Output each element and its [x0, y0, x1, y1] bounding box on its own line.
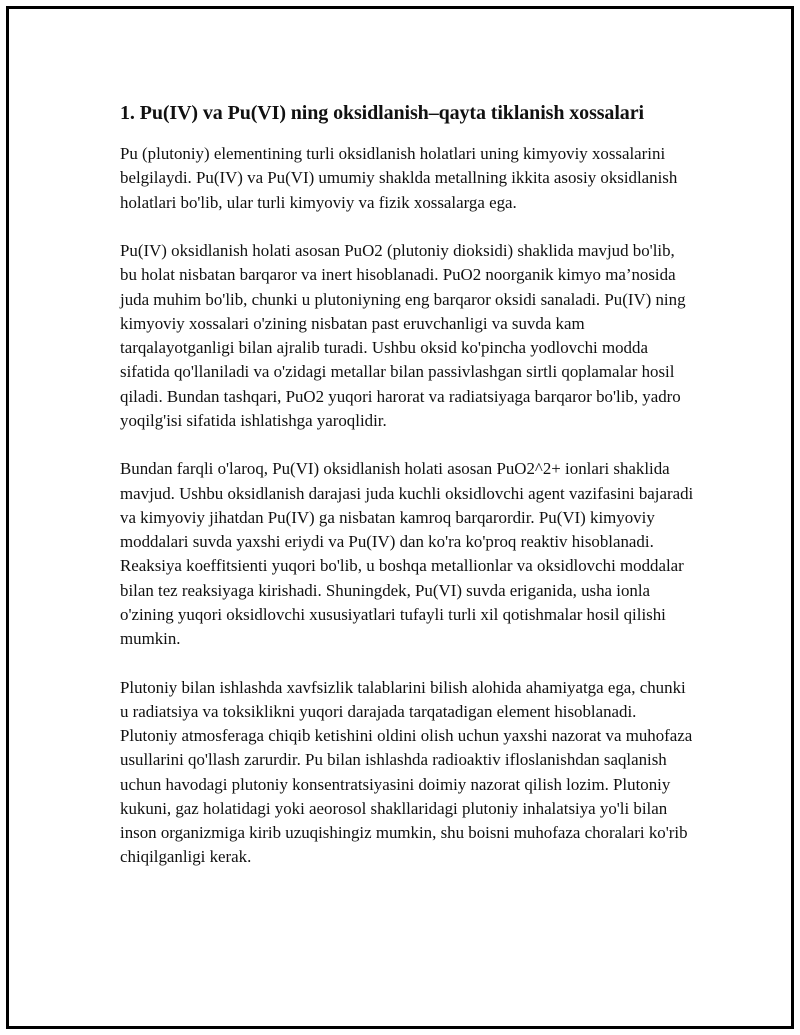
page-frame: [6, 6, 794, 1029]
document-body: [120, 102, 695, 894]
paragraph-safety: Plutoniy bilan ishlashda xavfsizlik talablarini bilish alohida ahamiyatga ega, chunki u radiatsiya va toksiklikni yuqori darajada tarqatadigan element hisoblanadi. Plutoniy atmosferaga chiqib ketishini oldini olish uchun yaxshi nazorat va muhofaza usullarini qo'llash zarurdir. Pu bilan ishlashda radioaktiv ifloslanishdan saqlanish uchun havodagi plutoniy konsentratsiyasini doimiy nazorat qilish lozim. Plutoniy kukuni, gaz holatidagi yoki aeorosol shakllaridagi plutoniy inhalatsiya yo'li bilan inson organizmiga kirib uzuqishingiz mumkin, shu boisni muhofaza choralari ko'rib chiqilganligi kerak.: [120, 677, 693, 867]
paragraph-intro: Pu (plutoniy) elementining turli oksidlanish holatlari uning kimyoviy xossalarini belgilaydi. Pu(IV) va Pu(VI) umumiy shaklda metallning ikkita asosiy oksidlanish holatlari bo'lib, ular turli kimyoviy va fizik xossalarga ega.: [120, 144, 678, 212]
paragraph-pu-vi: Bundan farqli o'laroq, Pu(VI) oksidlanish holati asosan PuO2^2+ ionlari shaklida mavjud. Ushbu oksidlanish darajasi juda kuchli oksidlovchi agent vazifasini bajaradi va kimyoviy jihatdan Pu(IV) ga nisbatan kamroq barqarordir. Pu(VI) kimyoviy moddalari suvda yaxshi eriydi va Pu(IV) dan ko'ra ko'proq reaktiv hisoblanadi. Reaksiya koeffitsienti yuqori bo'lib, u boshqa metallionlar va oksidlovchi moddalar bilan tez reaksiyaga kirishadi. Shuningdek, Pu(VI) suvda eriganida, usha ionla o'zining yuqori oksidlovchi xususiyatlari tufayli turli xil qotishmalar hosil qilishi mumkin.: [120, 459, 694, 648]
paragraph-pu-iv: Pu(IV) oksidlanish holati asosan PuO2 (plutoniy dioksidi) shaklida mavjud bo'lib, bu holat nisbatan barqaror va inert hisoblanadi. PuO2 noorganik kimyo ma’nosida juda muhim bo'lib, chunki u plutoniyning eng barqaror oksidi sanaladi. Pu(IV) ning kimyoviy xossalari o'zining nisbatan past eruvchanligi va suvda kam tarqalayotganligi bilan ajralib turadi. Ushbu oksid ko'pincha yodlovchi modda sifatida qo'llaniladi va o'zidagi metallar bilan passivlashgan sirtli qoplamalar hosil qiladi. Bundan tashqari, PuO2 yuqori harorat va radiatsiyaga barqaror bo'lib, yadro yoqilg'isi sifatida ishlatishga yaroqlidir.: [120, 241, 686, 430]
section-title: 1. Pu(IV) va Pu(VI) ning oksidlanish–qayta tiklanish xossalari: [120, 102, 644, 124]
